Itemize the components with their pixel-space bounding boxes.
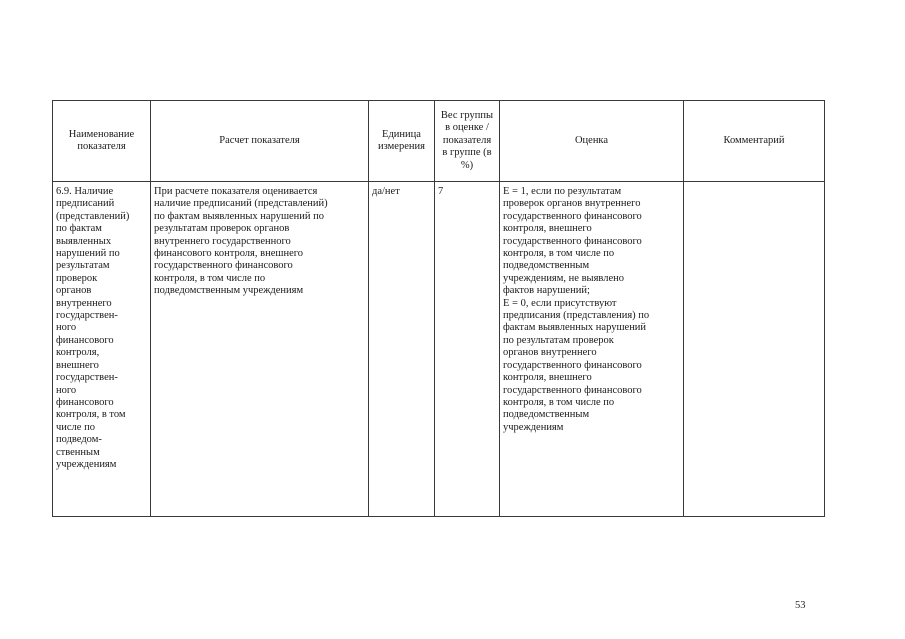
cell-assessment: E = 1, если по результатам проверок органов внутреннего государственного финансового контроля, внешнего государственного финансового контроля, в том числе по подведомственным учреждениям, не выявлено фактов нарушений; E = 0, если присутствуют предписания (представления) по фактам выявленных нарушений по результатам проверок органов внутреннего государственного финансового контроля, внешнего государственного финансового контроля, в том числе по подведомственным учреждениям: [500, 182, 684, 517]
table-row: [53, 182, 825, 517]
header-unit: Единица измерения: [369, 101, 435, 182]
header-comment: Комментарий: [684, 101, 825, 182]
table-header-row: [53, 101, 825, 182]
header-calculation: Расчет показателя: [151, 101, 369, 182]
cell-calculation: При расчете показателя оценивается наличие предписаний (представлений) по фактам выявленных нарушений по результатам проверок органов внутреннего государственного финансового контроля, внешнего государственного финансового контроля, в том числе по подведомственным учреждениям: [151, 182, 369, 517]
page-number: 53: [795, 600, 806, 611]
header-weight: Вес группы в оценке / показателя в группе (в %): [435, 101, 500, 182]
indicator-table: [52, 100, 825, 517]
cell-unit: да/нет: [369, 182, 435, 517]
cell-indicator-name: 6.9. Наличие предписаний (представлений) по фактам выявленных нарушений по результатам проверок органов внутреннего государствен- ного финансового контроля, внешнего государствен- ного финансового контроля, в том числе по подведом- ственным учреждениям: [53, 182, 151, 517]
header-assessment: Оценка: [500, 101, 684, 182]
cell-comment: [684, 182, 825, 517]
cell-weight: 7: [435, 182, 500, 517]
header-indicator-name: Наименование показателя: [53, 101, 151, 182]
